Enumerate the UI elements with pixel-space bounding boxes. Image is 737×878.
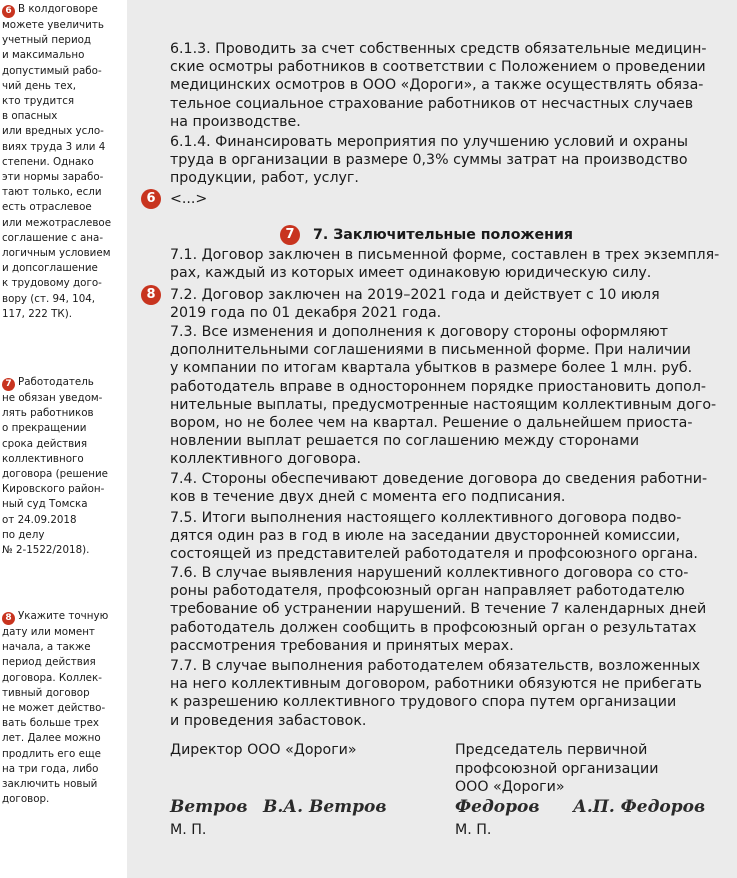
note-8-line: лет. Далее можно — [2, 732, 101, 745]
text-line: дополнительными соглашениями в письменной форме. При наличии — [170, 342, 691, 359]
signatory-left-title — [170, 741, 357, 760]
note-8-line: тивный договор — [2, 686, 90, 699]
note-6-line: чий день тех, — [2, 79, 76, 92]
text-line: работодатель вправе в одностороннем порядке приостановить допол- — [170, 378, 707, 395]
note-8-line: на три года, либо — [2, 762, 99, 775]
text-line: 6.1.4. Финансировать мероприятия по улучшению условий и охраны — [170, 134, 688, 150]
note-6-line: виях труда 3 или 4 — [2, 140, 106, 153]
note-6-line: вору (ст. 94, 104, — [2, 292, 96, 305]
text-line: 6.1.3. Проводить за счет собственных средств обязательные медицин- — [170, 41, 707, 57]
clause-7-7 — [170, 657, 710, 730]
note-7-line: договора (решение — [2, 468, 109, 481]
stamp-place-left: М. П. — [170, 822, 207, 838]
note-8-line: заключить новый — [2, 778, 98, 791]
note-8-line: вать больше трех — [2, 717, 100, 730]
signature-left-name: В.А. Ветров — [263, 797, 387, 817]
note-8-line: продлить его еще — [2, 747, 101, 760]
note-7-line: Кировского район- — [2, 483, 105, 496]
text-line: профсоюзной организации — [455, 760, 659, 777]
note-6-line: к трудовому дого- — [2, 277, 102, 290]
text-line: коллективного договора. — [170, 451, 362, 468]
note-7-badge: 7 — [2, 378, 15, 391]
signatory-right-title — [455, 741, 658, 797]
clause-6-1-4 — [170, 133, 710, 188]
note-7-line: коллективного — [2, 452, 84, 465]
note-6-line: в опасных — [2, 110, 58, 123]
text-line: Председатель первичной — [455, 742, 648, 758]
text-line: работодатель должен сообщить в профсоюзный орган о результатах — [170, 619, 697, 636]
note-6-badge: 6 — [2, 5, 15, 18]
ellipsis-text: <...> — [170, 191, 208, 207]
text-line: 7.1. Договор заключен в письменной форме, составлен в трех экземпля- — [170, 247, 720, 263]
note-7-line: по делу — [2, 528, 45, 541]
text-line: ские осмотры работников в соответствии с Положением о проведении — [170, 59, 706, 76]
text-line: 7.3. Все изменения и дополнения к договору стороны оформляют — [170, 324, 668, 340]
text-line: Директор ООО «Дороги» — [170, 742, 357, 758]
note-8-line: договора. Коллек- — [2, 671, 102, 684]
note-6-line: и допсоглашение — [2, 262, 98, 275]
text-line: продукции, работ, услуг. — [170, 170, 359, 187]
sidebar-notes — [0, 0, 126, 878]
text-line: медицинских осмотров в ООО «Дороги», а также осуществлять обяза- — [170, 77, 704, 94]
clause-7-5 — [170, 509, 710, 564]
note-6-line: 117, 222 ТК). — [2, 307, 73, 320]
text-line: к разрешению коллективного трудового спора путем организации — [170, 694, 677, 711]
note-6-line: или межотраслевое — [2, 216, 112, 229]
text-line: ков в течение двух дней с момента его подписания. — [170, 489, 566, 506]
note-7-line: ный суд Томска — [2, 498, 88, 511]
note-7-line: 7 Работодатель — [2, 375, 120, 391]
text-line: новлении выплат решается по соглашению между сторонами — [170, 433, 640, 450]
note-8-line: дату или момент — [2, 626, 95, 638]
note-8-line: 8 Укажите точную — [2, 609, 120, 625]
text-line: 7.6. В случае выявления нарушений коллективного договора со сто- — [170, 565, 689, 581]
signature-right-name: А.П. Федоров — [573, 797, 706, 817]
clause-7-4 — [170, 470, 710, 506]
clause-7-1 — [170, 246, 720, 282]
note-7-line: о прекращении — [2, 422, 87, 435]
text-line: на него коллективным договором, работники обязуются не прибегать — [170, 676, 702, 693]
note-6 — [2, 2, 120, 322]
text-line: и проведения забастовок. — [170, 712, 367, 729]
note-6-line: 6 В колдоговоре — [2, 2, 120, 18]
note-6-line: и максимально — [2, 49, 85, 62]
text-line: 7.2. Договор заключен на 2019–2021 года и действует с 10 июля — [170, 287, 660, 303]
text-line: роны работодателя, профсоюзный орган направляет работодателю — [170, 583, 685, 600]
note-6-line: логичным условием — [2, 247, 111, 260]
note-6-line: соглашение с ана- — [2, 231, 104, 244]
text-line: 7.7. В случае выполнения работодателем обязательств, возложенных — [170, 658, 701, 674]
note-6-line: эти нормы зарабо- — [2, 171, 104, 184]
note-8-line: договор. — [2, 793, 50, 806]
text-line: тельное социальное страхование работников от несчастных случаев — [170, 95, 694, 112]
note-6-line: учетный период — [2, 34, 92, 47]
clause-7-6 — [170, 564, 710, 655]
note-7-line: № 2-1522/2018). — [2, 544, 90, 557]
note-7-line: не обязан уведом- — [2, 392, 103, 404]
text-line: требование об устранении нарушений. В течение 7 календарных дней — [170, 601, 707, 618]
note-8 — [2, 609, 120, 807]
note-6-line: кто трудится — [2, 95, 75, 108]
note-6-line: тают только, если — [2, 186, 102, 199]
note-6-line: можете увеличить — [2, 19, 104, 31]
text-line: 7.4. Стороны обеспечивают доведение договора до сведения работни- — [170, 471, 708, 487]
stamp-place-right: М. П. — [455, 822, 492, 838]
note-7-line: лять работников — [2, 407, 94, 420]
note-7-line: от 24.09.2018 — [2, 513, 77, 526]
text-line: рассмотрения требования и принятых мерах. — [170, 637, 514, 654]
text-line: дятся один раз в год в июле на заседании двусторонней комиссии, — [170, 528, 681, 545]
note-marker-8: 8 — [141, 285, 161, 305]
signature-right: Федоров — [455, 797, 540, 817]
section-heading: 7. Заключительные положения — [313, 227, 574, 243]
note-7 — [2, 375, 120, 558]
note-6-line: есть отраслевое — [2, 201, 92, 214]
note-8-line: не может действо- — [2, 702, 106, 715]
note-8-badge: 8 — [2, 612, 15, 625]
note-marker-7: 7 — [280, 225, 300, 245]
note-8-line: начала, а также — [2, 641, 91, 654]
text-line: рах, каждый из которых имеет одинаковую юридическую силу. — [170, 265, 652, 282]
text-line: 2019 года по 01 декабря 2021 года. — [170, 305, 442, 322]
note-6-line: или вредных усло- — [2, 125, 104, 138]
text-line: вором, но не более чем на квартал. Решение о дальнейшем приоста- — [170, 415, 693, 432]
clause-7-2 — [170, 286, 710, 322]
text-line: ООО «Дороги» — [455, 779, 565, 795]
text-line: труда в организации в размере 0,3% суммы затрат на производство — [170, 152, 688, 169]
clause-7-3 — [170, 323, 717, 469]
clause-6-1-3 — [170, 40, 710, 131]
document-page — [127, 0, 737, 878]
note-7-line: срока действия — [2, 437, 88, 450]
text-line: у компании по итогам квартала убытков в размере более 1 млн. руб. — [170, 360, 693, 377]
text-line: на производстве. — [170, 113, 301, 130]
ellipsis — [170, 190, 710, 208]
note-marker-6: 6 — [141, 189, 161, 209]
text-line: 7.5. Итоги выполнения настоящего коллективного договора подво- — [170, 510, 682, 526]
text-line: нительные выплаты, предусмотренные настоящим коллективным дого- — [170, 396, 717, 413]
note-6-line: степени. Однако — [2, 155, 94, 168]
text-line: состоящей из представителей работодателя и профсоюзного органа. — [170, 546, 698, 563]
signature-left: Ветров — [170, 797, 248, 817]
note-6-line: допустимый рабо- — [2, 64, 102, 77]
note-8-line: период действия — [2, 656, 96, 669]
